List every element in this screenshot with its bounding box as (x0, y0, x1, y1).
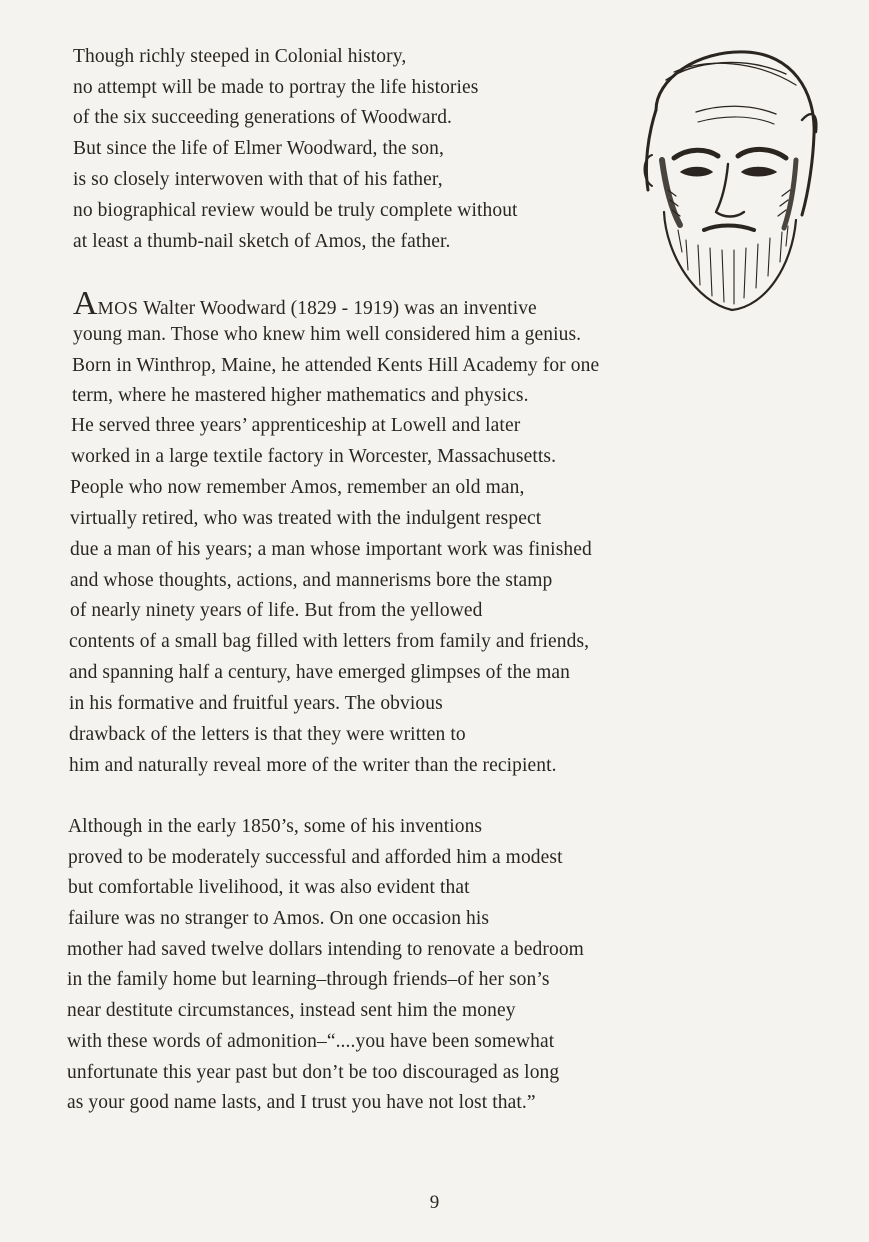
amos-line: worked in a large textile factory in Worcester, Massachusetts. (71, 446, 557, 467)
drop-cap: A (73, 285, 98, 322)
portrait-sketch (626, 40, 826, 326)
small-caps-word: MOS (97, 298, 139, 318)
inventions-line: proved to be moderately successful and afforded him a modest (68, 847, 563, 868)
inventions-line: Although in the early 1850’s, some of his inventions (68, 816, 483, 837)
intro-line: Though richly steeped in Colonial history, (73, 46, 407, 67)
inventions-line: unfortunate this year past but don’t be too discouraged as long (67, 1062, 560, 1083)
intro-line: is so closely interwoven with that of his father, (73, 169, 443, 190)
amos-line: him and naturally reveal more of the writer than the recipient. (69, 755, 557, 776)
amos-line: in his formative and fruitful years. The obvious (69, 693, 443, 714)
inventions-line: in the family home but learning–through friends–of her son’s (67, 969, 550, 990)
amos-line: People who now remember Amos, remember an old man, (70, 477, 525, 498)
intro-line: no attempt will be made to portray the life histories (73, 77, 479, 98)
page-number: 9 (429, 1192, 440, 1213)
intro-line: at least a thumb-nail sketch of Amos, the father. (73, 231, 451, 252)
amos-first-line-text: Walter Woodward (1829 - 1919) was an inventive (138, 298, 537, 319)
amos-line: contents of a small bag filled with letters from family and friends, (69, 631, 590, 652)
inventions-line: mother had saved twelve dollars intending to renovate a bedroom (67, 939, 584, 960)
amos-first-line (73, 285, 537, 322)
inventions-line: with these words of admonition–“....you have been somewhat (67, 1031, 555, 1052)
amos-line: and whose thoughts, actions, and mannerisms bore the stamp (70, 570, 553, 591)
amos-line: virtually retired, who was treated with the indulgent respect (70, 508, 542, 529)
amos-line: and spanning half a century, have emerged glimpses of the man (69, 662, 571, 683)
amos-line: Born in Winthrop, Maine, he attended Kents Hill Academy for one (72, 355, 600, 376)
inventions-line: but comfortable livelihood, it was also evident that (68, 877, 470, 898)
intro-line: of the six succeeding generations of Woodward. (73, 107, 453, 128)
amos-line: term, where he mastered higher mathematics and physics. (72, 385, 529, 406)
inventions-line: as your good name lasts, and I trust you have not lost that.” (67, 1092, 536, 1113)
amos-line: young man. Those who knew him well considered him a genius. (73, 324, 582, 345)
amos-line: due a man of his years; a man whose important work was finished (70, 539, 592, 560)
intro-line: But since the life of Elmer Woodward, the son, (73, 138, 444, 159)
amos-line: of nearly ninety years of life. But from the yellowed (70, 600, 483, 621)
amos-line: He served three years’ apprenticeship at Lowell and later (71, 415, 521, 436)
amos-line: drawback of the letters is that they were written to (69, 724, 466, 745)
intro-line: no biographical review would be truly complete without (73, 200, 518, 221)
inventions-line: failure was no stranger to Amos. On one occasion his (68, 908, 490, 929)
inventions-line: near destitute circumstances, instead sent him the money (67, 1000, 516, 1021)
